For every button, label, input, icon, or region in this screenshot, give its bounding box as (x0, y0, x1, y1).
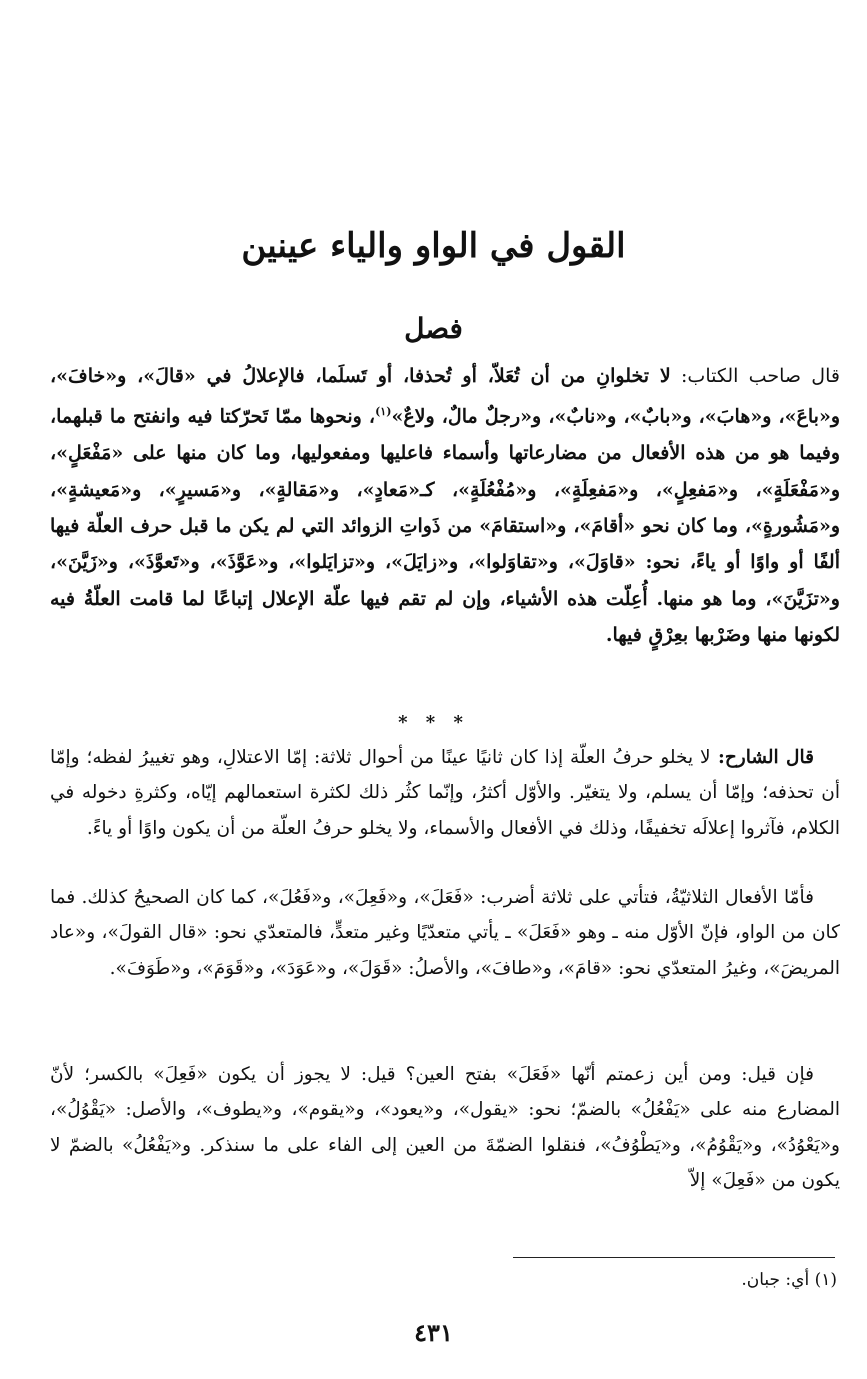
commentary-paragraph (50, 740, 840, 846)
author-lead: قال صاحب الكتاب: (670, 365, 840, 387)
section-title: فصل (404, 312, 463, 345)
page-number: ٤٣١ (414, 1318, 453, 1347)
chapter-title: القول في الواو والياء عينين (241, 226, 626, 266)
commentary-paragraph (50, 1057, 840, 1199)
section-separator: * * * (398, 712, 469, 733)
author-rest: ، ونحوها ممّا تَحرّكتا فيه وانفتح ما قبلهما، وفيما هو من هذه الأفعال من مضارعاتها وأسماء فاعليها ومفعوليها، وما كان منها على «مَفْعَلٍ»، و«مَفْعَلَةٍ»، و«مَفعِلٍ»، و«مَفعِلَةٍ»، و«مُفْعُلَةٍ»، كـ«مَعادٍ»، و«مَقالةٍ»، و«مَسيرٍ»، و«مَعيشةٍ»، و«مَشُورةٍ»، وما كان نحو «أقامَ»، و«استقامَ» من ذَواتِ الزوائد التي لم يكن ما قبل حرف العلّة فيها ألفًا أو واوًا أو ياءً، نحو: «قاوَلَ»، و«تقاوَلوا»، و«زايَلَ»، و«تزايَلوا»، و«عَوَّذَ»، و«تَعوَّذَ»، و«زَيَّنَ»، و«تزَيَّنَ»، وما هو منها. أُعِلّت هذه الأشياء، وإن لم تقم فيها علّة الإعلال إتباعًا لما قامت العلّةُ فيه لكونها منها وضَرْبها بعِرْقٍ فيها. (50, 405, 840, 647)
footnote-reference: (١) (375, 405, 392, 419)
author-text (50, 358, 840, 654)
commentary-text: فإن قيل: ومن أين زعمتم أنّها «فَعَلَ» بفتح العين؟ قيل: لا يجوز أن يكون «فَعِلَ» بالكسر؛ لأنّ المضارع منه على «يَفْعُلُ» بالضمّ؛ نحو: «يقول»، و«يعود»، و«يقوم»، و«يطوف»، والأصل: «يَقْوُلُ»، و«يَعْوُدُ»، و«يَقْوُمُ»، و«يَطْوُفُ»، فنقلوا الضمّةَ من العين إلى الفاء على ما سنذكر. و«يَفْعُلُ» بالضمّ لا يكون من «فَعِلَ» إلاّ (50, 1064, 840, 1192)
commentary-paragraph (50, 880, 840, 986)
commentary-text: فأمّا الأفعال الثلاثيّةُ، فتأتي على ثلاثة أضرب: «فَعَلَ»، و«فَعِلَ»، و«فَعُلَ»، كما كان الصحيحُ كذلك. فما كان من الواو، فإنّ الأوّل منه ـ وهو «فَعَلَ» ـ يأتي متعدّيًا وغير متعدٍّ، فالمتعدّي نحو: «قال القولَ»، و«عاد المريضَ»، وغيرُ المتعدّي نحو: «قامَ»، و«طافَ»، والأصلُ: «قَوَلَ»، و«عَوَدَ»، و«قَوَمَ»، و«طَوَفَ». (50, 887, 840, 979)
author-body: لا تخلوانِ من أن تُعَلاّ، أو تُحذفا، أو تَسلَما، فالإعلالُ في «قالَ»، و«خافَ»، و«باعَ»، و«هابَ»، و«بابٌ»، و«نابٌ»، و«رجلٌ مالٌ، ولاعٌ» (50, 365, 840, 428)
footnote-divider (513, 1257, 835, 1258)
footnote: (١) أي: جبان. (741, 1270, 837, 1290)
commentary-speaker: قال الشارح: (710, 747, 814, 768)
commentary-text: لا يخلو حرفُ العلّة إذا كان ثانيًا عينًا من أحوال ثلاثة: إمّا الاعتلالِ، وهو تغييرُ لفظه؛ وإمّا أن تحذفه؛ وإمّا أن يسلم، ولا يتغيّر. والأوّل أكثرُ، وإنّما كثُر ذلك لكثرة استعمالهم إيّاه، وكثرةِ دخوله في الكلام، فآثروا إعلالَه تخفيفًا، وذلك في الأفعال والأسماء، ولا يخلو حرفُ العلّة من أن يكون واوًا أو ياءً. (50, 747, 840, 839)
